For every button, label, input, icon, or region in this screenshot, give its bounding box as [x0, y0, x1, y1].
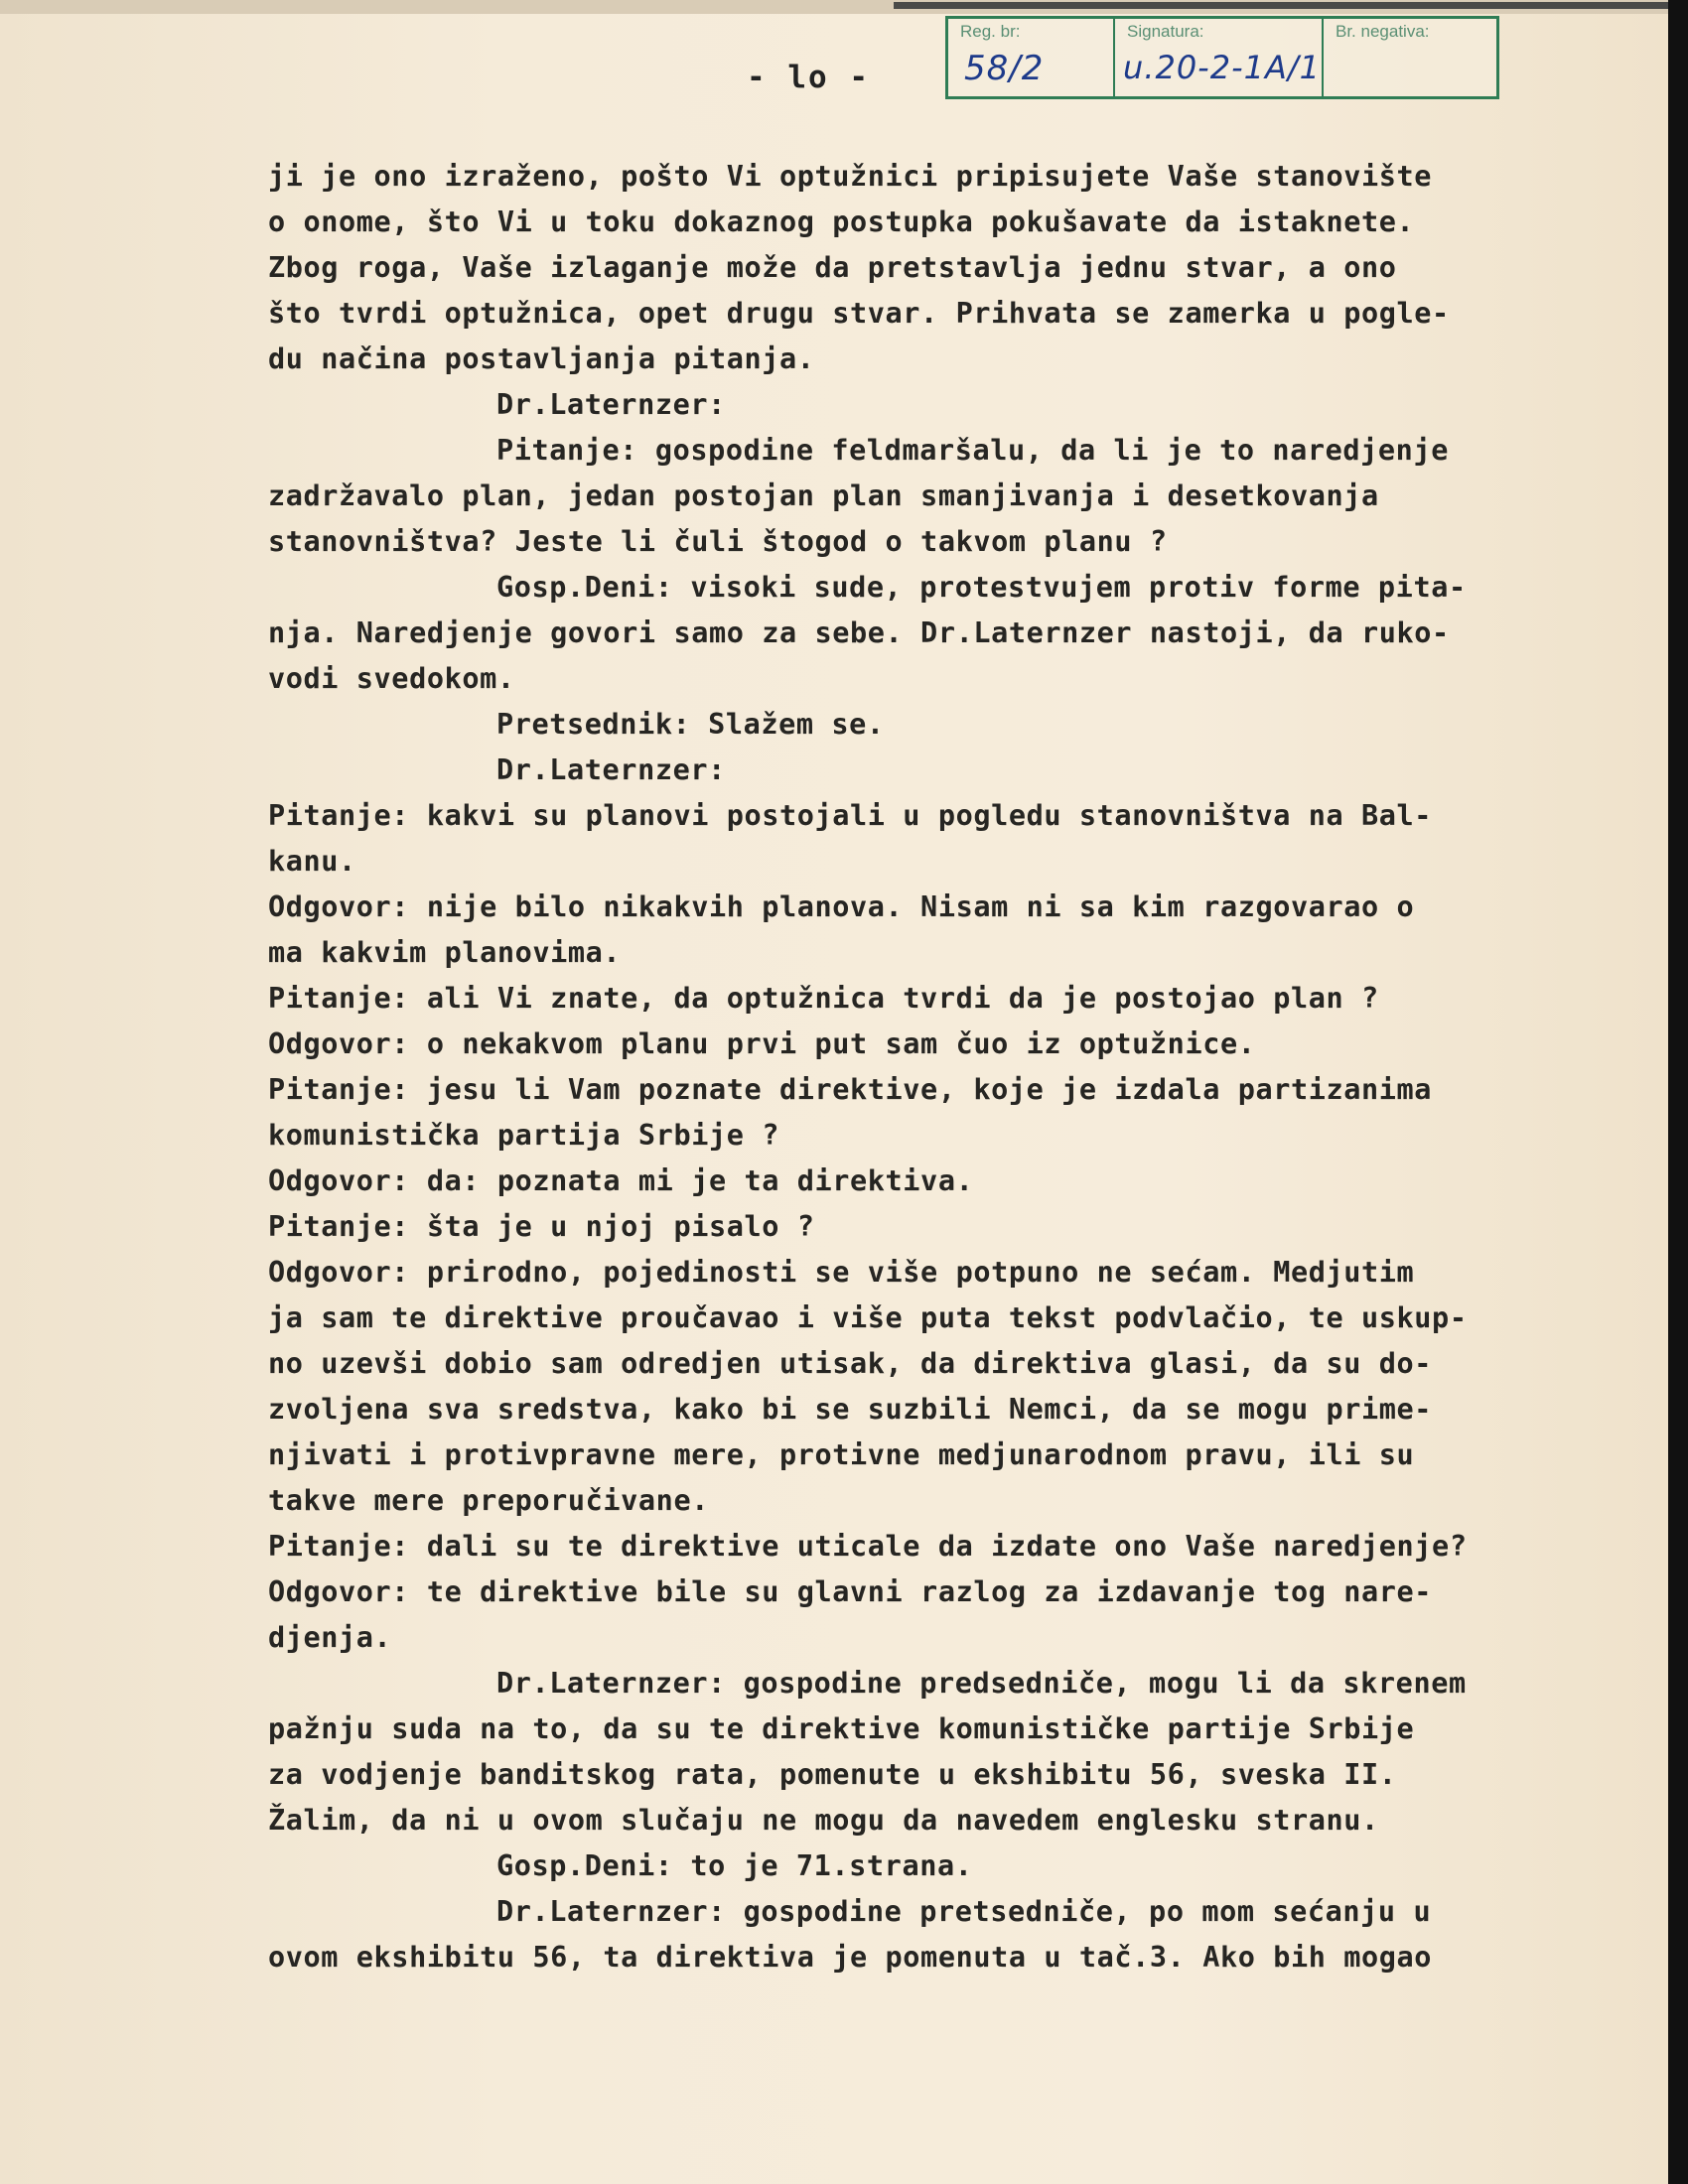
text-line: ovom ekshibitu 56, ta direktiva je pomenuta u tač.3. Ako bih mogao — [268, 1941, 1433, 1974]
stamp-reg-cell — [948, 19, 1115, 96]
text-line: Pitanje: šta je u njoj pisalo ? — [268, 1210, 815, 1243]
text-line: zadržavalo plan, jedan postojan plan smanjivanja i desetkovanja — [268, 479, 1379, 512]
text-line: du načina postavljanja pitanja. — [268, 342, 815, 375]
text-line: Pitanje: kakvi su planovi postojali u pogledu stanovništva na Bal- — [268, 799, 1433, 832]
text-line: Odgovor: te direktive bile su glavni razlog za izdavanje tog nare- — [268, 1575, 1433, 1608]
scan-edge — [1668, 0, 1688, 2184]
text-line: nja. Naredjenje govori samo za sebe. Dr.Laternzer nastoji, da ruko- — [268, 616, 1450, 649]
text-line: takve mere preporučivane. — [268, 1484, 709, 1517]
text-line: njivati i protivpravne mere, protivne medjunarodnom pravu, ili su — [268, 1438, 1415, 1471]
text-line: Pitanje: ali Vi znate, da optužnica tvrdi da je postojao plan ? — [268, 982, 1379, 1015]
text-line: Odgovor: o nekakvom planu prvi put sam čuo iz optužnice. — [268, 1027, 1256, 1060]
stamp-signatura-value: u.20-2-1A/1 — [1123, 49, 1322, 86]
text-line: ma kakvim planovima. — [268, 936, 622, 969]
text-line: Odgovor: prirodno, pojedinosti se više potpuno ne sećam. Medjutim — [268, 1256, 1415, 1289]
text-line: Pretsednik: Slažem se. — [496, 708, 885, 741]
speaker-label: Dr.Laternzer: — [496, 753, 726, 786]
archive-stamp — [945, 16, 1499, 99]
text-line: o onome, što Vi u toku dokaznog postupka pokušavate da istaknete. — [268, 205, 1415, 238]
text-line: što tvrdi optužnica, opet drugu stvar. Prihvata se zamerka u pogle- — [268, 297, 1450, 330]
stamp-signatura-cell — [1115, 19, 1324, 96]
text-line: ja sam te direktive proučavao i više puta tekst podvlačio, te uskup- — [268, 1301, 1468, 1334]
text-line: stanovništva? Jeste li čuli štogod o takvom planu ? — [268, 525, 1168, 558]
stamp-negativ-label: Br. negativa: — [1336, 22, 1430, 41]
text-line: no uzevši dobio sam odredjen utisak, da direktiva glasi, da su do- — [268, 1347, 1433, 1380]
text-line: Pitanje: dali su te direktive uticale da izdate ono Vaše naredjenje? — [268, 1530, 1468, 1563]
stamp-reg-label: Reg. br: — [960, 22, 1021, 41]
text-line: za vodjenje banditskog rata, pomenute u ekshibitu 56, sveska II. — [268, 1758, 1397, 1791]
text-line: Odgovor: da: poznata mi je ta direktiva. — [268, 1164, 974, 1197]
text-line: Dr.Laternzer: gospodine predsedniče, mogu li da skrenem — [496, 1667, 1467, 1700]
text-line: vodi svedokom. — [268, 662, 515, 695]
text-line: Pitanje: gospodine feldmaršalu, da li je to naredjenje — [496, 434, 1449, 467]
text-line: pažnju suda na to, da su te direktive komunističke partije Srbije — [268, 1712, 1415, 1745]
text-line: Gosp.Deni: to je 71.strana. — [496, 1849, 973, 1882]
text-line: ji je ono izraženo, pošto Vi optužnici pripisujete Vaše stanovište — [268, 160, 1433, 193]
text-line: Gosp.Deni: visoki sude, protestvujem protiv forme pita- — [496, 571, 1467, 604]
text-line: zvoljena sva sredstva, kako bi se suzbili Nemci, da se mogu prime- — [268, 1393, 1433, 1426]
text-line: komunistička partija Srbije ? — [268, 1119, 779, 1152]
text-line: Odgovor: nije bilo nikakvih planova. Nisam ni sa kim razgovarao o — [268, 890, 1415, 923]
text-line: Žalim, da ni u ovom slučaju ne mogu da navedem englesku stranu. — [268, 1804, 1379, 1837]
archive-header-strip — [894, 2, 1668, 9]
text-line: kanu. — [268, 845, 356, 878]
stamp-negativ-cell — [1324, 19, 1496, 96]
text-line: djenja. — [268, 1621, 392, 1654]
text-line: Zbog roga, Vaše izlaganje može da pretstavlja jednu stvar, a ono — [268, 251, 1397, 284]
speaker-label: Dr.Laternzer: — [496, 388, 726, 421]
stamp-reg-value: 58/2 — [964, 49, 1045, 88]
stamp-signatura-label: Signatura: — [1127, 22, 1204, 41]
text-line: Dr.Laternzer: gospodine pretsedniče, po mom sećanju u — [496, 1895, 1432, 1928]
text-line: Pitanje: jesu li Vam poznate direktive, koje je izdala partizanima — [268, 1073, 1433, 1106]
page-number: - lo - — [747, 60, 870, 95]
